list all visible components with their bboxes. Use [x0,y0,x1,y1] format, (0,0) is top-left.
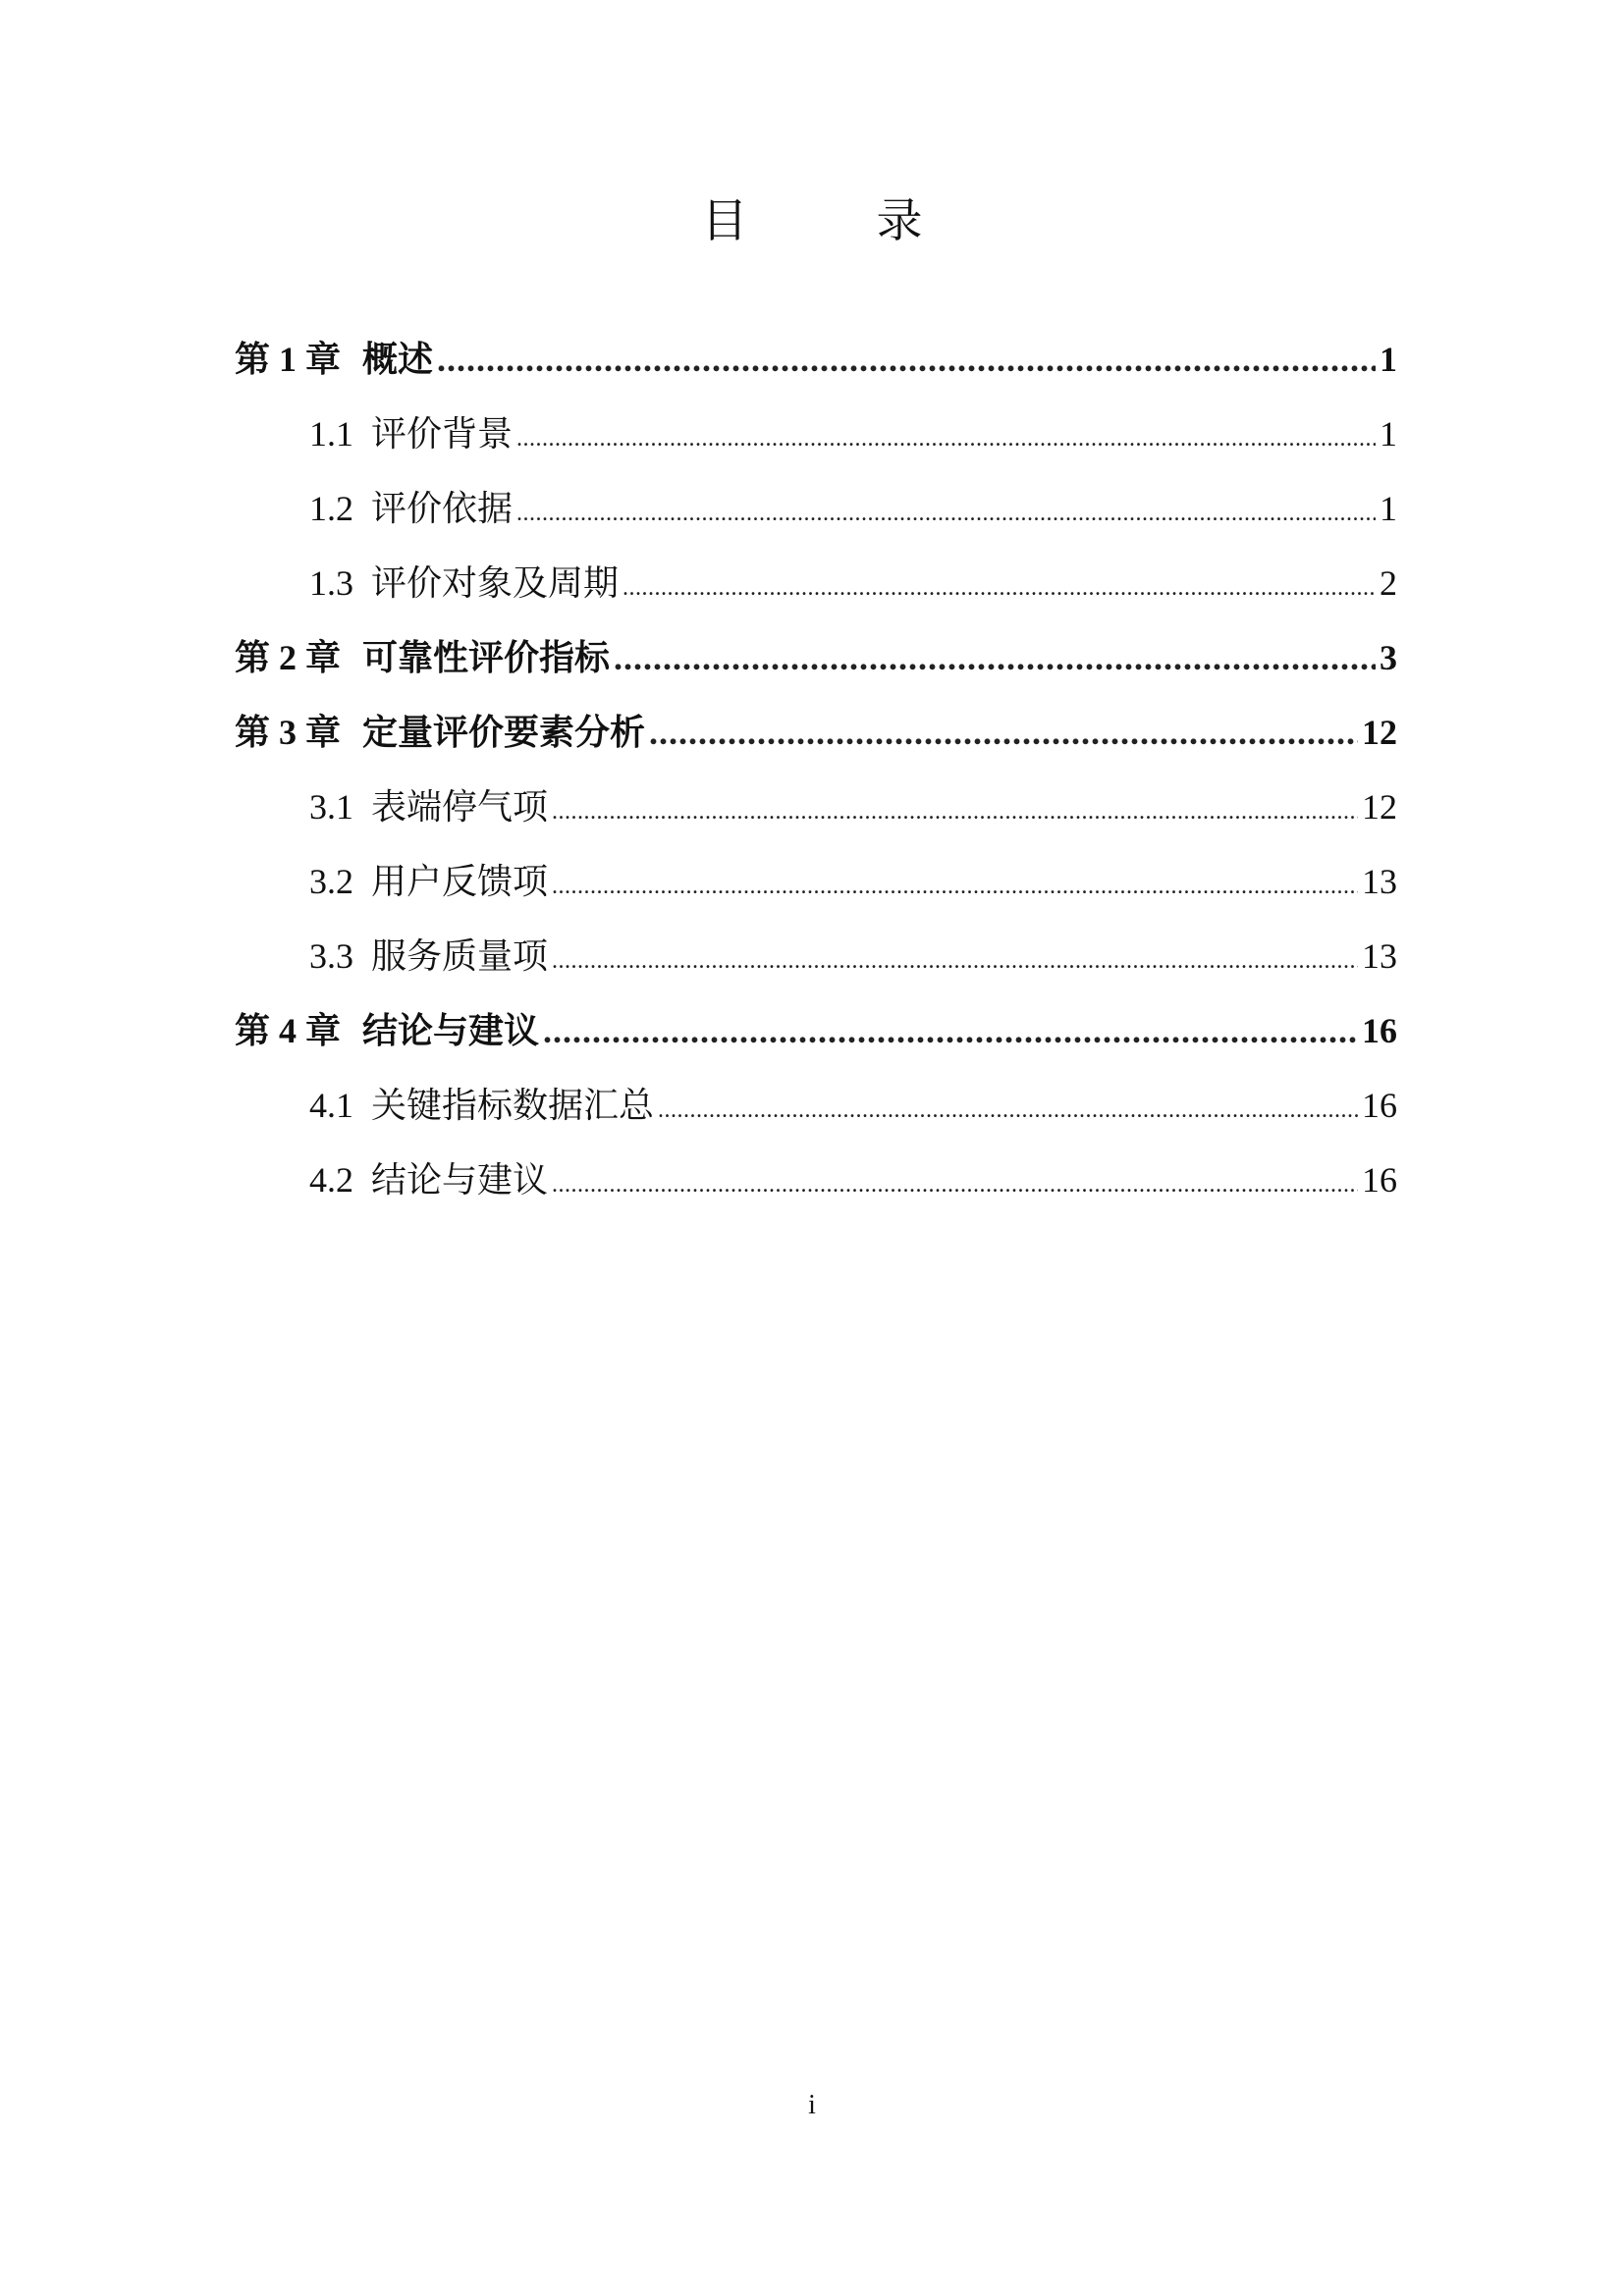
toc-entry-page: 2 [1380,563,1397,603]
toc-entry-number: 第 4 章 [235,1011,342,1050]
toc-entry-chapter-2[interactable] [235,628,1397,703]
toc-entry-section-1-1[interactable] [235,404,1397,479]
toc-entry-section-3-2[interactable] [235,852,1397,927]
toc-entry-page: 12 [1362,787,1397,827]
toc-entry-label: 评价背景 [371,414,514,454]
toc-entry-label: 定量评价要素分析 [362,713,646,752]
dot-leader [437,330,1376,389]
toc-entry-label: 结论与建议 [362,1011,540,1050]
dot-leader [614,628,1376,687]
toc-entry-label: 用户反馈项 [371,862,549,901]
toc-entry-page: 3 [1380,638,1397,677]
toc-entry-section-1-2[interactable] [235,479,1397,554]
toc-entry-page: 1 [1380,489,1397,528]
toc-entry-page: 16 [1362,1160,1397,1200]
toc-entry-number: 1.2 [309,489,353,528]
dot-leader [649,703,1358,762]
toc-entry-label: 可靠性评价指标 [362,638,611,677]
toc-entry-page: 1 [1380,414,1397,454]
toc-entry-chapter-1[interactable] [235,330,1397,404]
toc-entry-number: 第 3 章 [235,713,342,752]
toc-entry-number: 1.3 [309,563,353,603]
dot-leader [552,857,1358,916]
toc-entry-label: 概述 [362,340,434,379]
toc-entry-number: 3.2 [309,862,353,901]
dot-leader [552,1155,1358,1214]
toc-entry-label: 评价对象及周期 [371,563,620,603]
toc-entry-number: 3.1 [309,787,353,827]
dot-leader [658,1081,1358,1140]
toc-entry-section-4-2[interactable] [235,1150,1397,1225]
toc-entry-section-3-1[interactable] [235,777,1397,852]
toc-entry-page: 13 [1362,936,1397,976]
toc-entry-section-1-3[interactable] [235,554,1397,628]
dot-leader [516,409,1376,468]
dot-leader [543,1001,1358,1060]
toc-entry-section-3-3[interactable] [235,927,1397,1001]
toc-entry-label: 结论与建议 [371,1160,549,1200]
toc-entry-number: 第 2 章 [235,638,342,677]
toc-entry-chapter-4[interactable] [235,1001,1397,1076]
dot-leader [552,782,1358,841]
toc-entry-label: 关键指标数据汇总 [371,1086,655,1125]
toc-entry-label: 评价依据 [371,489,514,528]
toc-entry-number: 3.3 [309,936,353,976]
toc-entry-page: 12 [1362,713,1397,752]
toc-list [235,330,1397,1225]
toc-entry-chapter-3[interactable] [235,703,1397,777]
dot-leader [516,484,1376,543]
toc-entry-number: 4.2 [309,1160,353,1200]
toc-entry-page: 16 [1362,1011,1397,1050]
toc-entry-section-4-1[interactable] [235,1076,1397,1150]
toc-entry-label: 服务质量项 [371,936,549,976]
toc-entry-page: 1 [1380,340,1397,379]
toc-entry-page: 13 [1362,862,1397,901]
toc-entry-page: 16 [1362,1086,1397,1125]
dot-leader [552,932,1358,990]
dot-leader [623,559,1376,617]
toc-entry-number: 第 1 章 [235,340,342,379]
toc-entry-number: 4.1 [309,1086,353,1125]
toc-entry-label: 表端停气项 [371,787,549,827]
toc-title: 目 录 [701,196,964,247]
toc-entry-number: 1.1 [309,414,353,454]
page-number: i [808,2090,816,2120]
